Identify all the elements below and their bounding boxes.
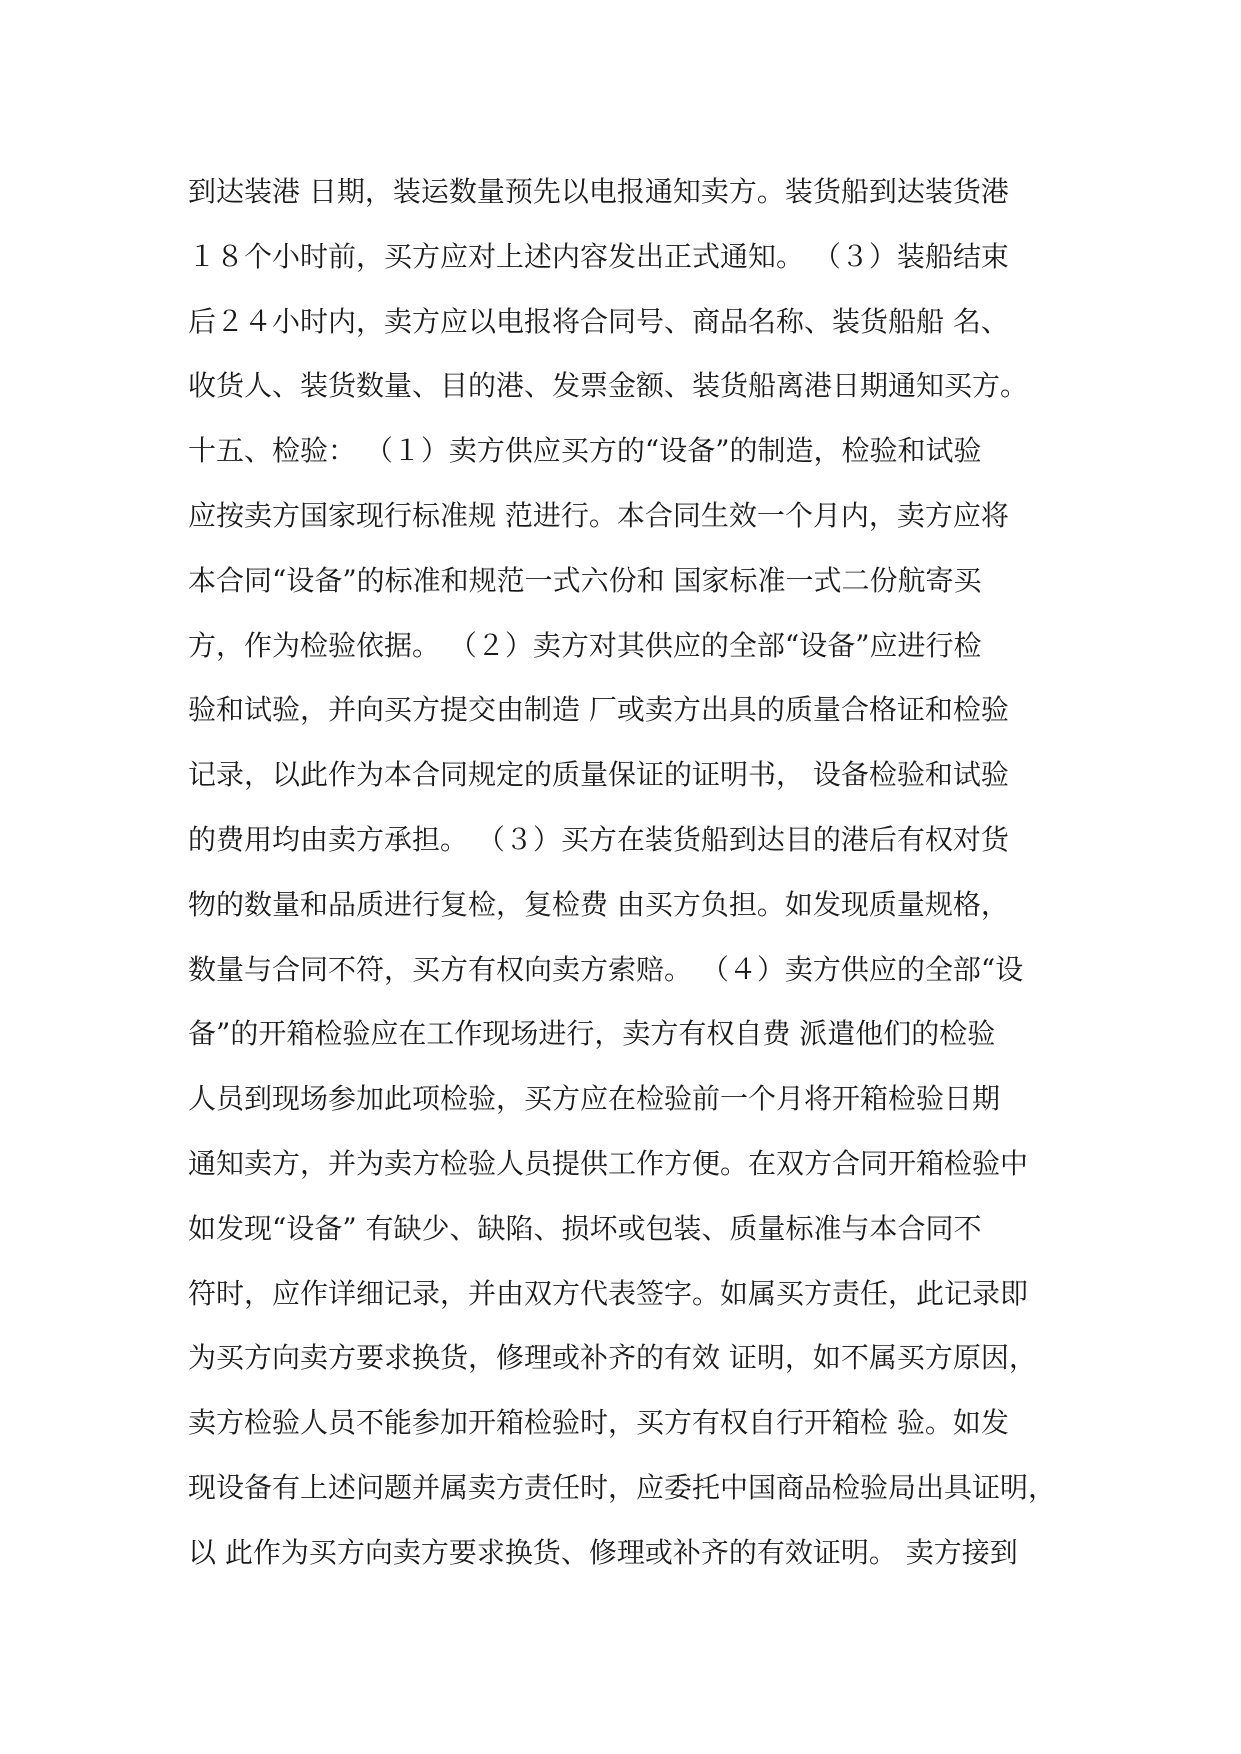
text-line: 人员到现场参加此项检验，买方应在检验前一个月将开箱检验日期: [188, 1082, 1001, 1116]
text-line: 应按卖方国家现行标准规 范进行。本合同生效一个月内，卖方应将: [188, 498, 1009, 532]
text-line: 以 此作为买方向卖方要求换货、修理或补齐的有效证明。 卖方接到: [188, 1535, 1018, 1569]
text-line: 十五、检验： （１）卖方供应买方的“设备”的制造，检验和试验: [188, 434, 982, 468]
text-line: 符时，应作详细记录，并由双方代表签字。如属买方责任，此记录即: [188, 1276, 1029, 1310]
text-line: 卖方检验人员不能参加开箱检验时，买方有权自行开箱检 验。如发: [188, 1406, 1009, 1440]
text-line: 的费用均由卖方承担。 （３）买方在装货船到达目的港后有权对货: [188, 822, 1009, 856]
text-line: 为买方向卖方要求换货，修理或补齐的有效 证明，如不属买方原因，: [188, 1341, 1037, 1375]
text-line: 后２４小时内，卖方应以电报将合同号、商品名称、装货船船 名、: [188, 304, 1009, 338]
text-line: 验和试验，并向买方提交由制造 厂或卖方出具的质量合格证和检验: [188, 693, 1009, 727]
text-line: 物的数量和品质进行复检，复检费 由买方负担。如发现质量规格，: [188, 887, 1009, 921]
text-line: 到达装港 日期，装运数量预先以电报通知卖方。装货船到达装货港: [188, 175, 1009, 208]
text-line: 现设备有上述问题并属卖方责任时，应委托中国商品检验局出具证明，: [188, 1470, 1057, 1504]
text-line: 通知卖方，并为卖方检验人员提供工作方便。在双方合同开箱检验中: [188, 1146, 1029, 1180]
text-line: 记录，以此作为本合同规定的质量保证的证明书， 设备检验和试验: [188, 758, 1009, 792]
text-line: 方，作为检验依据。 （２）卖方对其供应的全部“设备”应进行检: [188, 628, 982, 662]
contract-text: [188, 160, 1088, 1586]
text-line: 数量与合同不符，买方有权向卖方索赔。 （４）卖方供应的全部“设: [188, 952, 1024, 986]
text-line: 备”的开箱检验应在工作现场进行，卖方有权自费 派遣他们的检验: [188, 1017, 996, 1051]
text-line: 如发现“设备” 有缺少、缺陷、损坏或包装、质量标准与本合同不: [188, 1211, 982, 1245]
text-line: １８个小时前，买方应对上述内容发出正式通知。 （３）装船结束: [188, 239, 1009, 273]
text-line: 收货人、装货数量、目的港、发票金额、装货船离港日期通知买方。: [188, 369, 1029, 403]
text-line: 本合同“设备”的标准和规范一式六份和 国家标准一式二份航寄买: [188, 563, 982, 597]
